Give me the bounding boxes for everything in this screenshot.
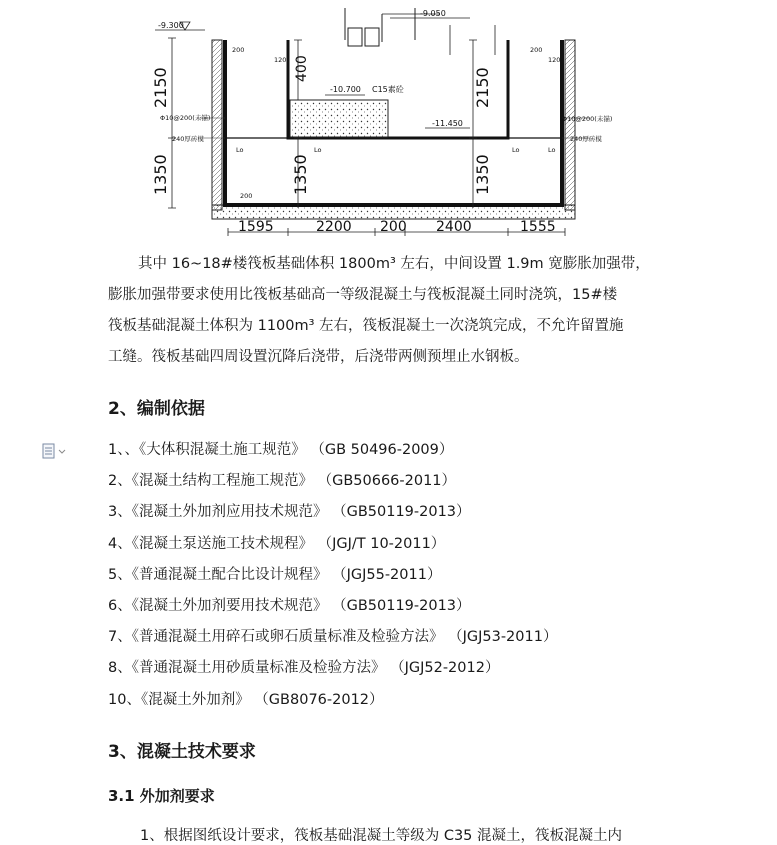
para-line: 工缝。筏板基础四周设置沉降后浇带，后浇带两侧预埋止水钢板。	[108, 349, 529, 365]
small-label: 200	[232, 46, 245, 54]
foundation-section-drawing	[150, 0, 620, 240]
section-2-heading: 2、编制依据	[108, 399, 205, 419]
reference-item: 7、《普通混凝土用碎石或卵石质量标准及检验方法》 （JGJ53-2011）	[108, 629, 558, 646]
elev-low-label: -11.450	[432, 119, 463, 128]
bottom-dim-4: 2400	[436, 219, 472, 235]
reference-item: 3、《混凝土外加剂应用技术规范》 （GB50119-2013）	[108, 504, 471, 521]
paste-options-icon[interactable]	[42, 443, 68, 459]
small-label: 120	[548, 56, 561, 64]
section-3-1-heading: 3.1 外加剂要求	[108, 787, 215, 805]
small-label: Lo	[512, 146, 520, 154]
dim-1350-left: 1350	[151, 154, 170, 195]
elev-left-label: -9.300	[158, 21, 184, 30]
para-line: 筏板基础混凝土体积为 1100m³ 左右，筏板混凝土一次浇筑完成，不允许留置施	[108, 318, 624, 334]
para-line: 膨胀加强带要求使用比筏板基础高一等级混凝土与筏板混凝土同时浇筑，15#楼	[108, 287, 618, 303]
elev-top-label: -9.050	[420, 9, 446, 18]
bottom-dim-3: 200	[380, 219, 407, 235]
reference-item: 1、、《大体积混凝土施工规范》 （GB 50496-2009）	[108, 442, 454, 458]
dim-2150-mid: 2150	[473, 67, 492, 108]
bottom-dim-1: 1595	[238, 219, 274, 235]
brick-right-label: 240厚砖模	[570, 135, 602, 143]
bottom-dim-5: 1555	[520, 219, 556, 235]
admixture-paragraph-line: 1、根据图纸设计要求，筏板基础混凝土等级为 C35 混凝土，筏板混凝土内	[140, 828, 623, 844]
small-label: 200	[240, 192, 253, 200]
reference-item: 6、《混凝土外加剂要用技术规范》 （GB50119-2013）	[108, 597, 471, 614]
c15-label: C15素砼	[372, 85, 404, 94]
section-3-heading: 3、混凝土技术要求	[108, 742, 256, 762]
rebar-right-label: Φ10@200(未锚)	[562, 115, 613, 123]
reference-list	[108, 435, 557, 716]
brick-left-label: 240厚砖模	[172, 135, 204, 143]
small-label: Lo	[548, 146, 556, 154]
dim-2150-left: 2150	[151, 67, 170, 108]
reference-item: 8、《普通混凝土用砂质量标准及检验方法》 （JGJ52-2012）	[108, 660, 500, 677]
intro-paragraph	[108, 249, 668, 373]
small-label: Lo	[236, 146, 244, 154]
small-label: 120	[274, 56, 287, 64]
elev-mid-label: -10.700	[330, 85, 361, 94]
reference-item: 10、《混凝土外加剂》 （GB8076-2012）	[108, 691, 384, 708]
reference-item: 2、《混凝土结构工程施工规范》 （GB50666-2011）	[108, 473, 457, 490]
rebar-left-label: Φ10@200(未锚)	[160, 114, 211, 122]
small-label: Lo	[314, 146, 322, 154]
dim-1350-mid: 1350	[291, 154, 310, 195]
bottom-dim-2: 2200	[316, 219, 352, 235]
reference-item: 4、《混凝土泵送施工技术规程》 （JGJ/T 10-2011）	[108, 535, 446, 552]
small-label: 200	[530, 46, 543, 54]
reference-item: 5、《普通混凝土配合比设计规程》 （JGJ55-2011）	[108, 566, 442, 583]
dim-400: 400	[294, 55, 310, 82]
dim-1350-right: 1350	[473, 154, 492, 195]
para-line: 其中 16~18#楼筏板基础体积 1800m³ 左右，中间设置 1.9m 宽膨胀加强带，	[138, 256, 650, 272]
